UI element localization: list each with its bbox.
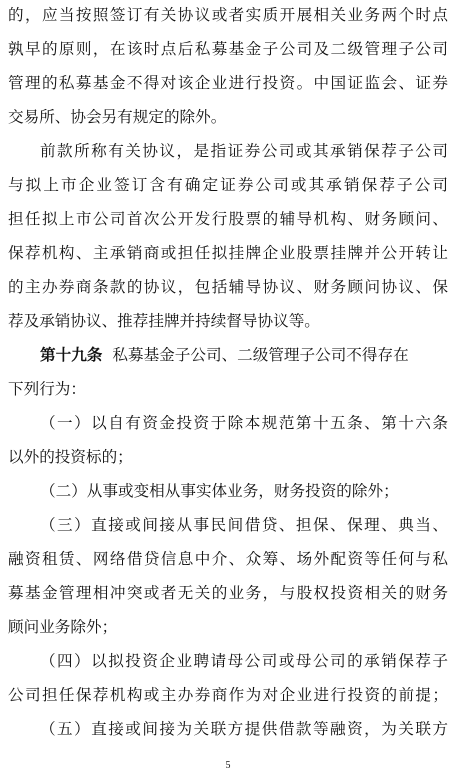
text-line-3: 管理的私募基金不得对该企业进行投资。中国证监会、证券 <box>8 74 448 92</box>
text-line-9: 的主办券商条款的协议，包括辅导协议、财务顾问协议、保 <box>8 278 448 296</box>
text-line-12: 下列行为： <box>8 380 86 398</box>
article-text: 私募基金子公司、二级管理子公司不得存在 <box>112 346 409 364</box>
text-line-19: 顾问业务除外； <box>8 618 118 636</box>
text-line-4: 交易所、协会另有规定的除外。 <box>8 108 227 126</box>
text-line-21: 公司担任保荐机构或主办券商作为对企业进行投资的前提； <box>8 686 448 704</box>
text-line-8: 保荐机构、主承销商或担任拟挂牌企业股票挂牌并公开转让 <box>8 244 448 262</box>
article-heading: 第十九条 <box>40 346 103 364</box>
text-line-15: （二）从事或变相从事实体业务，财务投资的除外； <box>40 482 399 500</box>
text-line-7: 担任拟上市公司首次公开发行股票的辅导机构、财务顾问、 <box>8 210 448 228</box>
text-line-17: 融资租赁、网络借贷信息中介、众筹、场外配资等任何与私 <box>8 550 448 568</box>
article-19-line <box>40 344 448 366</box>
text-line-10: 荐及承销协议、推荐挂牌并持续督导协议等。 <box>8 312 320 330</box>
text-line-1: 的，应当按照签订有关协议或者实质开展相关业务两个时点 <box>8 6 448 24</box>
text-line-22: （五）直接或间接为关联方提供借款等融资，为关联方 <box>40 720 448 738</box>
page-number: 5 <box>225 760 231 771</box>
text-line-13: （一）以自有资金投资于除本规范第十五条、第十六条 <box>40 414 448 432</box>
text-line-14: 以外的投资标的； <box>8 448 133 466</box>
text-line-16: （三）直接或间接从事民间借贷、担保、保理、典当、 <box>40 516 448 534</box>
text-line-6: 与拟上市企业签订含有确定证券公司或其承销保荐子公司 <box>8 176 448 194</box>
text-line-18: 募基金管理相冲突或者无关的业务，与股权投资相关的财务 <box>8 584 448 602</box>
text-line-5: 前款所称有关协议，是指证券公司或其承销保荐子公司 <box>40 142 448 160</box>
text-line-20: （四）以拟投资企业聘请母公司或母公司的承销保荐子 <box>40 652 448 670</box>
text-line-2: 孰早的原则，在该时点后私募基金子公司及二级管理子公司 <box>8 40 448 58</box>
